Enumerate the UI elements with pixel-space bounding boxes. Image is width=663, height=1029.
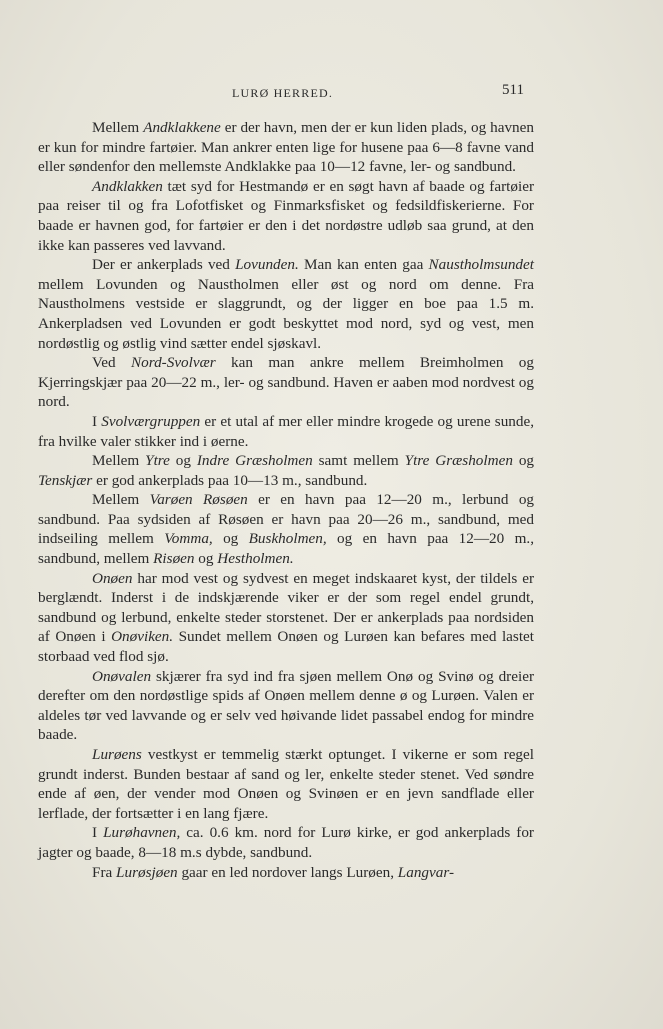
text-run: og xyxy=(512,452,534,470)
text-run: og en havn paa 12—20 m., sandbund, mellem xyxy=(38,530,535,568)
italic-place-name: Lurøsjøen xyxy=(116,863,178,881)
paragraph xyxy=(38,667,534,745)
text-run: Fra xyxy=(92,863,117,881)
body-text xyxy=(38,118,534,882)
page-number: 511 xyxy=(502,82,524,98)
paragraph xyxy=(38,412,534,451)
italic-place-name: Onøen xyxy=(92,569,133,587)
text-run: er god ankerplads paa 10—13 m., sandbund. xyxy=(92,471,368,489)
text-run: I xyxy=(92,412,102,430)
italic-place-name: Onøviken. xyxy=(111,628,174,646)
text-run: og xyxy=(194,550,218,568)
text-run: Ved xyxy=(92,354,131,372)
paragraph xyxy=(38,569,534,667)
text-run: Mellem xyxy=(92,452,146,470)
paragraph xyxy=(38,118,534,177)
text-run: ca. 0.6 km. nord for Lurø kirke, er god ankerplads for jagter og baade, 8—18 m.s dybde, sandbund. xyxy=(38,824,534,861)
text-run: er et utal af mer eller mindre krogede og urene sunde, fra hvilke valer stikker ind i øerne. xyxy=(38,412,535,450)
text-run: har mod vest og sydvest en meget indskaaret kyst, der tildels er berglændt. Inderst i de indskjærende viker er der som regel endel grundt, sandbund og lerbund, enkelte steder storstenet. Der er ankerplads paa nordsiden af Onøen i xyxy=(38,569,534,646)
italic-place-name: Buskholmen, xyxy=(248,530,327,548)
italic-place-name: Vomma, xyxy=(164,530,213,548)
text-run: er en havn paa 12—20 m., lerbund og sandbund. Paa sydsiden af Røsøen er havn paa 20—26 m., sandbund, med indseiling mellem xyxy=(38,491,535,548)
page-header xyxy=(0,82,663,102)
italic-place-name: Andklakkene xyxy=(143,119,221,136)
italic-place-name: Varøen xyxy=(149,491,193,509)
text-run: Man kan enten gaa xyxy=(298,256,429,274)
italic-place-name: Ytre xyxy=(145,452,170,470)
text-run: Der er ankerplads ved xyxy=(92,256,236,274)
text-run xyxy=(193,491,203,508)
italic-place-name: Langvar- xyxy=(397,863,455,881)
text-run: samt mellem xyxy=(312,452,405,470)
italic-place-name: Tenskjær xyxy=(38,471,93,489)
paragraph xyxy=(38,177,534,255)
italic-place-name: Lurøens xyxy=(92,746,142,763)
text-run: vestkyst er temmelig stærkt optunget. I vikerne er som regel grundt inderst. Bunden bestaar af sand og ler, enkelte steder stenet. Ved søndre ende af øen, der vender mod Onøen og Svinøen er en jevn sandflade eller lerflade, der fortsætter i en lang fjære. xyxy=(38,746,534,822)
text-run: er der havn, men der er kun liden plads, og havnen er kun for mindre fartøier. Man ankrer enten lige for husene paa 6—8 favne vand eller søndenfor den mellemste Andklakke paa 10—12 favne, ler- og sandbund. xyxy=(38,119,534,176)
paragraph xyxy=(38,451,534,490)
text-run: skjærer fra syd ind fra sjøen mellem Onø og Svinø og dreier derefter om den nordøstlige spids af Onøen mellem denne ø og Lurøen. Valen er aldeles tør ved lavvande og er selv ved høivande lidet passabel endog for mindre baade. xyxy=(38,667,534,744)
text-run: Mellem xyxy=(92,491,150,509)
paragraph xyxy=(38,353,534,412)
paragraph xyxy=(38,823,534,862)
italic-place-name: Naustholmsundet xyxy=(428,256,534,274)
text-run: kan man ankre mellem Breimholmen og Kjerringskjær paa 20—22 m., ler- og sandbund. Haven er aaben mod nordvest og nord. xyxy=(38,354,534,411)
italic-place-name: Andklakken xyxy=(92,177,163,195)
italic-place-name: Onøvalen xyxy=(92,667,152,685)
text-run: gaar en led nordover langs Lurøen, xyxy=(177,863,398,881)
italic-place-name: Hestholmen. xyxy=(217,550,294,568)
italic-place-name: Nord-Svolvær xyxy=(131,354,216,372)
text-run: I xyxy=(92,824,104,842)
paragraph xyxy=(38,490,534,568)
text-run: og xyxy=(212,530,249,548)
italic-place-name: Lovunden. xyxy=(235,256,299,274)
italic-place-name: Røsøen xyxy=(203,491,248,509)
italic-place-name: Ytre Græsholmen xyxy=(404,452,513,470)
running-head: LURØ HERRED. xyxy=(232,86,334,100)
text-run: mellem Lovunden og Naustholmen eller øst og nord om denne. Fra Naustholmens vestside er slaggrundt, og der ligger en boe paa 1.5 m. Ankerpladsen ved Lovunden er godt beskyttet mod nord, syd og vest, men nordøstlig og østlig vind sætter endel sjøskavl. xyxy=(38,275,534,352)
text-run: Sundet mellem Onøen og Lurøen kan befares med lastet storbaad ved flod sjø. xyxy=(38,628,534,666)
text-run: og xyxy=(169,452,197,470)
italic-place-name: Svolværgruppen xyxy=(101,412,201,430)
italic-place-name: Lurøhavnen, xyxy=(103,824,181,842)
italic-place-name: Risøen xyxy=(153,550,195,568)
italic-place-name: Indre Græsholmen xyxy=(196,452,313,470)
paragraph xyxy=(38,863,534,883)
text-run: Mellem xyxy=(92,119,144,136)
paragraph xyxy=(38,255,534,353)
paragraph xyxy=(38,745,534,823)
text-run: tæt syd for Hestmandø er en søgt havn af baade og fartøier paa reiser til og fra Lofotfisket og Finmarksfisket og fedsildfiskerierne. For baade er havnen god, for fartøier er den i det nordøstre udløb saa grund, at den ikke kan passeres ved lavvand. xyxy=(38,177,534,254)
